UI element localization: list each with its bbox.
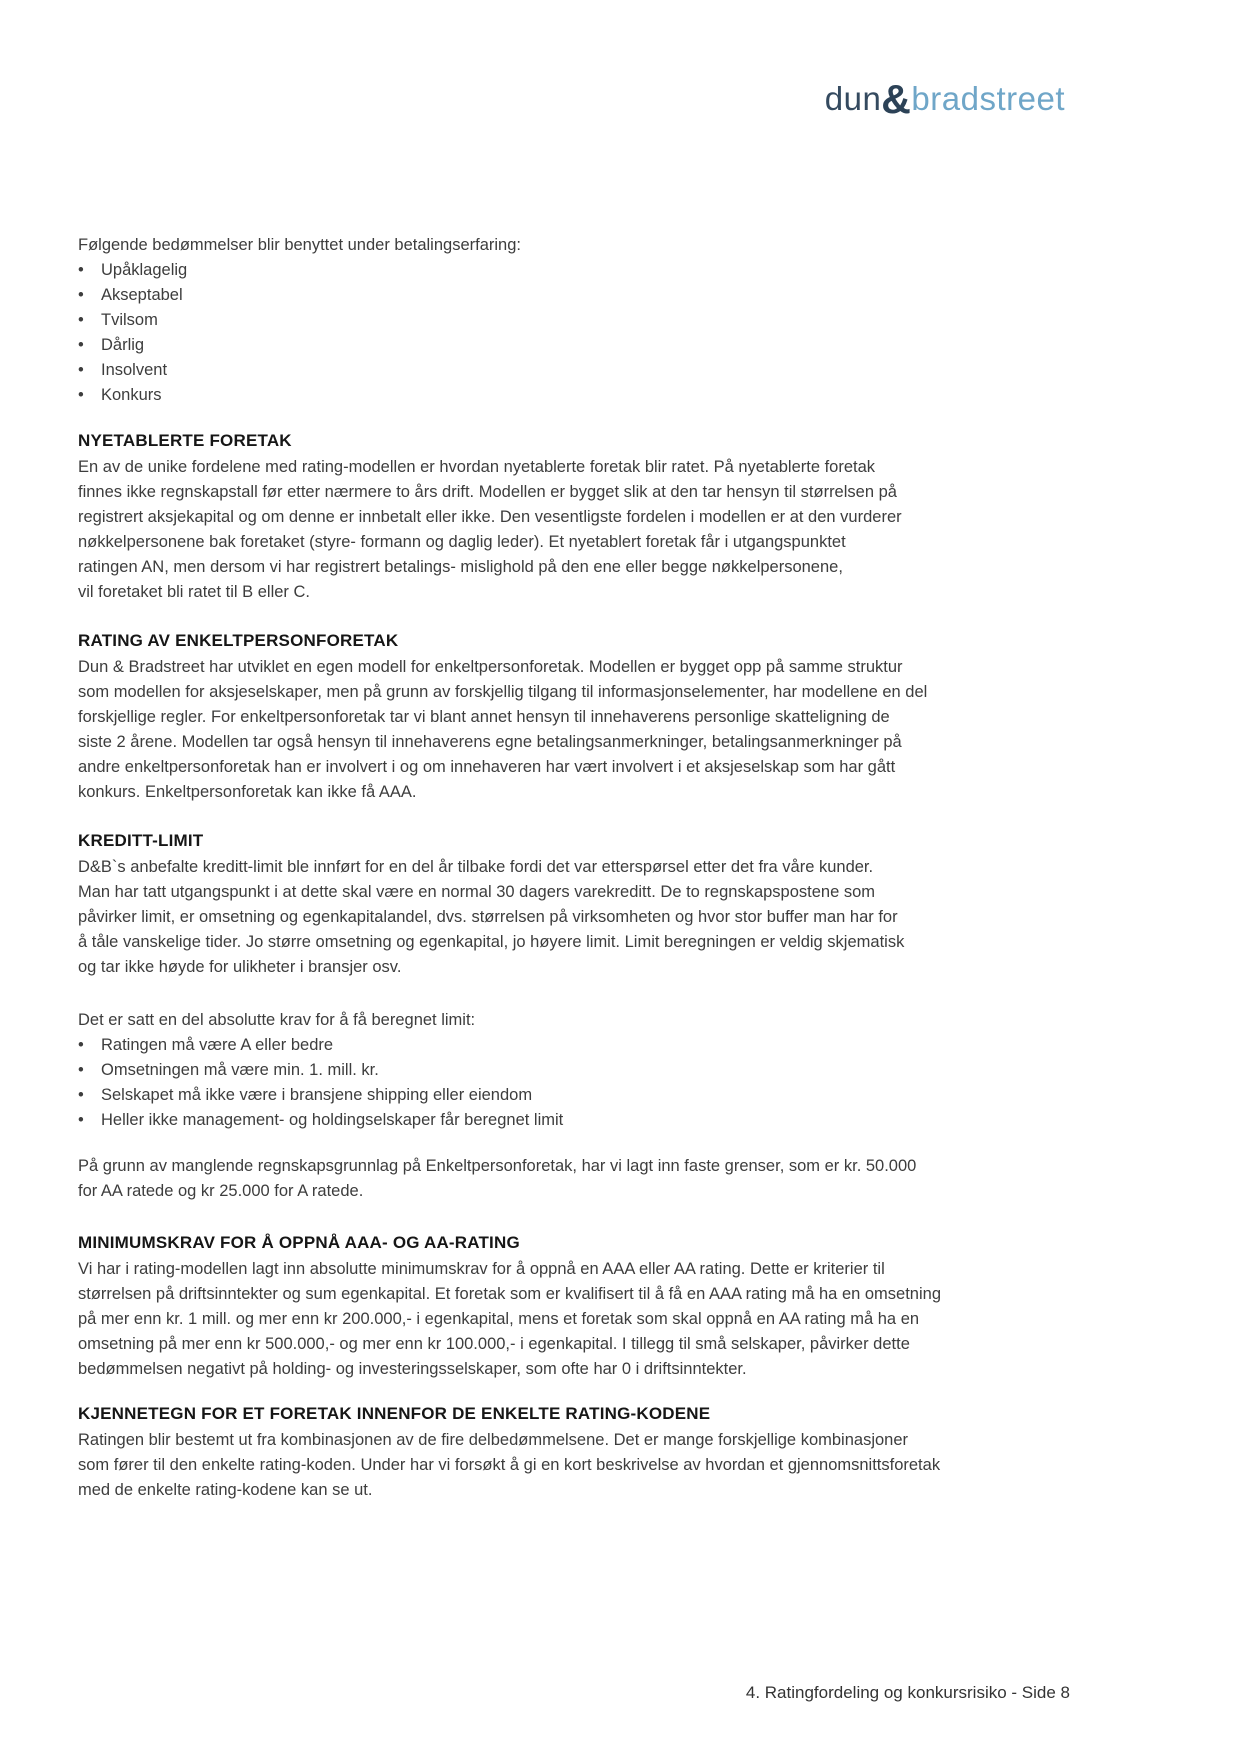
section-paragraph (78, 1257, 1118, 1382)
body-line: nøkkelpersonene bak foretaket (styre- formann og daglig leder). Et nyetablert foretak får i utgangspunktet (78, 533, 846, 551)
bullet-item (78, 1058, 1118, 1083)
bullet-label: Konkurs (101, 386, 162, 404)
logo-ampersand-icon: & (881, 76, 912, 122)
body-line: påvirker limit, er omsetning og egenkapitalandel, dvs. størrelsen på virksomheten og hvor stor buffer man har for (78, 908, 898, 926)
bullet-dot-icon: • (78, 361, 84, 379)
body-line: bedømmelsen negativt på holding- og investeringsselskaper, som ofte har 0 i driftsinntekter. (78, 1360, 747, 1378)
body-line: vil foretaket bli ratet til B eller C. (78, 583, 310, 601)
bullet-dot-icon: • (78, 311, 84, 329)
logo-text-bradstreet: bradstreet (911, 80, 1065, 117)
body-line: størrelsen på driftsinntekter og sum egenkapital. Et foretak som er kvalifisert til å få en AAA rating må ha en omsetning (78, 1285, 942, 1303)
body-line: som fører til den enkelte rating-koden. Under har vi forsøkt å gi en kort beskrivelse av hvordan et gjennomsnittsforetak (78, 1456, 941, 1474)
bullet-dot-icon: • (78, 1111, 84, 1129)
bullet-label: Ratingen må være A eller bedre (101, 1036, 334, 1054)
body-line: Dun & Bradstreet har utviklet en egen modell for enkeltpersonforetak. Modellen er bygget opp på samme struktur (78, 658, 903, 676)
bullet-dot-icon: • (78, 261, 84, 279)
body-line: med de enkelte rating-kodene kan se ut. (78, 1481, 373, 1499)
bullet-label: Omsetningen må være min. 1. mill. kr. (101, 1061, 379, 1079)
limit-requirements-bullet-list (78, 1033, 1118, 1133)
dun-bradstreet-logo (825, 72, 1065, 123)
body-line: andre enkeltpersonforetak han er involvert i og om innehaveren har vært involvert i et aksjeselskap som har gått (78, 758, 896, 776)
section-paragraph (78, 1428, 1118, 1503)
body-line: Man har tatt utgangspunkt i at dette skal være en normal 30 dagers varekreditt. De to regnskapspostene som (78, 883, 876, 901)
bullet-dot-icon: • (78, 1061, 84, 1079)
body-line: finnes ikke regnskapstall før etter nærmere to års drift. Modellen er bygget slik at den tar hensyn til størrelsen på (78, 483, 897, 501)
bullet-dot-icon: • (78, 336, 84, 354)
body-line: på mer enn kr. 1 mill. og mer enn kr 200.000,- i egenkapital, mens et foretak som skal oppnå en AA rating må ha en (78, 1310, 920, 1328)
section-heading-nyetablerte-foretak: NYETABLERTE FORETAK (78, 431, 292, 450)
intro-lead: Følgende bedømmelser blir benyttet under betalingserfaring: (78, 236, 521, 254)
bullet-dot-icon: • (78, 1086, 84, 1104)
body-line: registrert aksjekapital og om denne er innbetalt eller ikke. Den vesentligste fordelen i modellen er at den vurderer (78, 508, 902, 526)
body-line: forskjellige regler. For enkeltpersonforetak tar vi blant annet hensyn til innehaverens personlige skatteligning de (78, 708, 890, 726)
bullet-item (78, 1108, 1118, 1133)
limit-requirements-lead: Det er satt en del absolutte krav for å få beregnet limit: (78, 1011, 476, 1029)
bullet-dot-icon: • (78, 386, 84, 404)
payment-experience-bullet-list (78, 258, 1118, 408)
body-line: konkurs. Enkeltpersonforetak kan ikke få AAA. (78, 783, 417, 801)
bullet-label: Selskapet må ikke være i bransjene shipping eller eiendom (101, 1086, 533, 1104)
bullet-item (78, 258, 1118, 283)
logo-text-dun: dun (824, 80, 882, 117)
bullet-label: Upåklagelig (101, 261, 188, 279)
bullet-item (78, 333, 1118, 358)
bullet-label: Dårlig (101, 336, 145, 354)
bullet-item (78, 1033, 1118, 1058)
body-line: siste 2 årene. Modellen tar også hensyn til innehaverens egne betalingsanmerkninger, betalingsanmerkninger på (78, 733, 902, 751)
bullet-item (78, 1083, 1118, 1108)
bullet-item (78, 283, 1118, 308)
body-line: for AA ratede og kr 25.000 for A ratede. (78, 1182, 364, 1200)
bullet-label: Heller ikke management- og holdingselskaper får beregnet limit (101, 1111, 564, 1129)
bullet-label: Akseptabel (101, 286, 183, 304)
body-line: og tar ikke høyde for ulikheter i bransjer osv. (78, 958, 402, 976)
bullet-label: Insolvent (101, 361, 168, 379)
body-line: En av de unike fordelene med rating-modellen er hvordan nyetablerte foretak blir ratet. På nyetablerte foretak (78, 458, 876, 476)
limit-note-paragraph (78, 1154, 1118, 1204)
page-footer: 4. Ratingfordeling og konkursrisiko - Side 8 (745, 1683, 1070, 1702)
section-heading-kjennetegn: KJENNETEGN FOR ET FORETAK INNENFOR DE ENKELTE RATING-KODENE (78, 1404, 711, 1423)
body-line: D&B`s anbefalte kreditt-limit ble innført for en del år tilbake fordi det var etterspørsel etter det fra våre kunder. (78, 858, 874, 876)
bullet-item (78, 308, 1118, 333)
document-body (78, 233, 1118, 1503)
body-line: å tåle vanskelige tider. Jo større omsetning og egenkapital, jo høyere limit. Limit beregningen er veldig skjematisk (78, 933, 905, 951)
bullet-item (78, 358, 1118, 383)
body-line: som modellen for aksjeselskaper, men på grunn av forskjellig tilgang til informasjonselementer, har modellene en del (78, 683, 928, 701)
section-paragraph (78, 455, 1118, 605)
body-line: ratingen AN, men dersom vi har registrert betalings- mislighold på den ene eller begge nøkkelpersonene, (78, 558, 843, 576)
body-line: På grunn av manglende regnskapsgrunnlag på Enkeltpersonforetak, har vi lagt inn faste grenser, som er kr. 50.000 (78, 1157, 917, 1175)
bullet-dot-icon: • (78, 286, 84, 304)
bullet-label: Tvilsom (101, 311, 158, 329)
body-line: Vi har i rating-modellen lagt inn absolutte minimumskrav for å oppnå en AAA eller AA rating. Dette er kriterier til (78, 1260, 885, 1278)
section-heading-rating-enkeltpersonforetak: RATING AV ENKELTPERSONFORETAK (78, 631, 399, 650)
section-heading-minimumskrav: MINIMUMSKRAV FOR Å OPPNÅ AAA- OG AA-RATING (78, 1233, 520, 1252)
bullet-item (78, 383, 1118, 408)
body-line: omsetning på mer enn kr 500.000,- og mer enn kr 100.000,- i egenkapital. I tillegg til små selskaper, påvirker dette (78, 1335, 910, 1353)
section-paragraph (78, 855, 1118, 980)
section-heading-kreditt-limit: KREDITT-LIMIT (78, 831, 204, 850)
bullet-dot-icon: • (78, 1036, 84, 1054)
body-line: Ratingen blir bestemt ut fra kombinasjonen av de fire delbedømmelsene. Det er mange forskjellige kombinasjoner (78, 1431, 909, 1449)
section-paragraph (78, 655, 1118, 805)
